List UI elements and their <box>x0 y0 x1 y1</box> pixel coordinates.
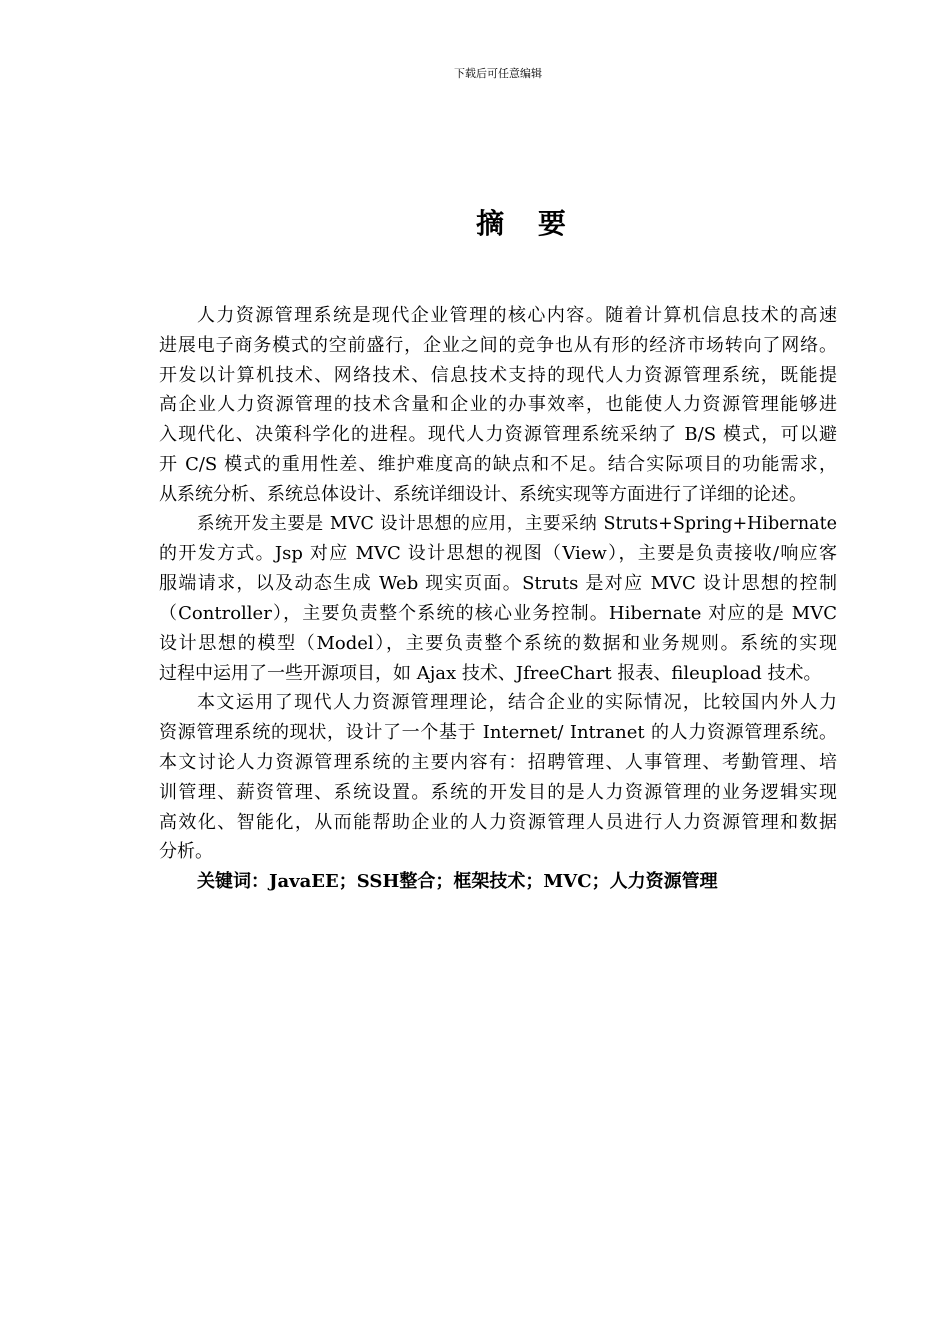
abstract-body <box>159 301 837 897</box>
text-line: 系统开发主要是 MVC 设计思想的应用，主要采纳 Struts+Spring+Hibernate <box>197 513 837 534</box>
text-line: 训管理、薪资管理、系统设置。系统的开发目的是人力资源管理的业务逻辑实现 <box>159 781 837 803</box>
text-line: 过程中运用了一些开源项目，如 Ajax 技术、JfreeChart 报表、fileupload 技术。 <box>159 662 822 684</box>
text-line: 本文讨论人力资源管理系统的主要内容有：招聘管理、人事管理、考勤管理、培 <box>159 751 837 773</box>
text-line: 人力资源管理系统是现代企业管理的核心内容。随着计算机信息技术的高速 <box>197 305 837 326</box>
keywords-label: 关键词： <box>197 871 269 893</box>
abstract-paragraph-2 <box>159 510 837 689</box>
text-line: 进展电子商务模式的空前盛行，企业之间的竞争也从有形的经济市场转向了网络。 <box>159 334 837 356</box>
abstract-paragraph-1 <box>159 301 837 510</box>
text-line: （Controller），主要负责整个系统的核心业务控制。Hibernate 对应的是 MVC <box>159 602 837 624</box>
abstract-paragraph-3 <box>159 688 837 867</box>
keywords-value: JavaEE；SSH整合；框架技术；MVC；人力资源管理 <box>269 871 718 893</box>
text-line: 开 C/S 模式的重用性差、维护难度高的缺点和不足。结合实际项目的功能需求， <box>159 453 837 475</box>
text-line: 的开发方式。Jsp 对应 MVC 设计思想的视图（View），主要是负责接收/响应客 <box>159 543 837 565</box>
keywords-line <box>159 867 837 897</box>
text-line: 服端请求，以及动态生成 Web 现实页面。Struts 是对应 MVC 设计思想的控制 <box>159 573 837 595</box>
text-line: 分析。 <box>159 841 213 863</box>
text-line: 资源管理系统的现状，设计了一个基于 Internet/ Intranet 的人力资源管理系统。 <box>159 722 837 744</box>
text-line: 高企业人力资源管理的技术含量和企业的办事效率，也能使人力资源管理能够进 <box>159 394 837 416</box>
text-line: 本文运用了现代人力资源管理理论，结合企业的实际情况，比较国内外人力 <box>197 692 837 714</box>
page-header: 下载后可任意编辑 <box>454 67 542 80</box>
text-line: 入现代化、决策科学化的进程。现代人力资源管理系统采纳了 B/S 模式，可以避 <box>159 424 837 446</box>
text-line: 高效化、智能化，从而能帮助企业的人力资源管理人员进行人力资源管理和数据 <box>159 811 837 833</box>
page-title: 摘 要 <box>476 207 578 240</box>
text-line: 从系统分析、系统总体设计、系统详细设计、系统实现等方面进行了详细的论述。 <box>159 483 807 505</box>
text-line: 开发以计算机技术、网络技术、信息技术支持的现代人力资源管理系统，既能提 <box>159 364 837 386</box>
text-line: 设计思想的模型（Model），主要负责整个系统的数据和业务规则。系统的实现 <box>159 632 837 654</box>
